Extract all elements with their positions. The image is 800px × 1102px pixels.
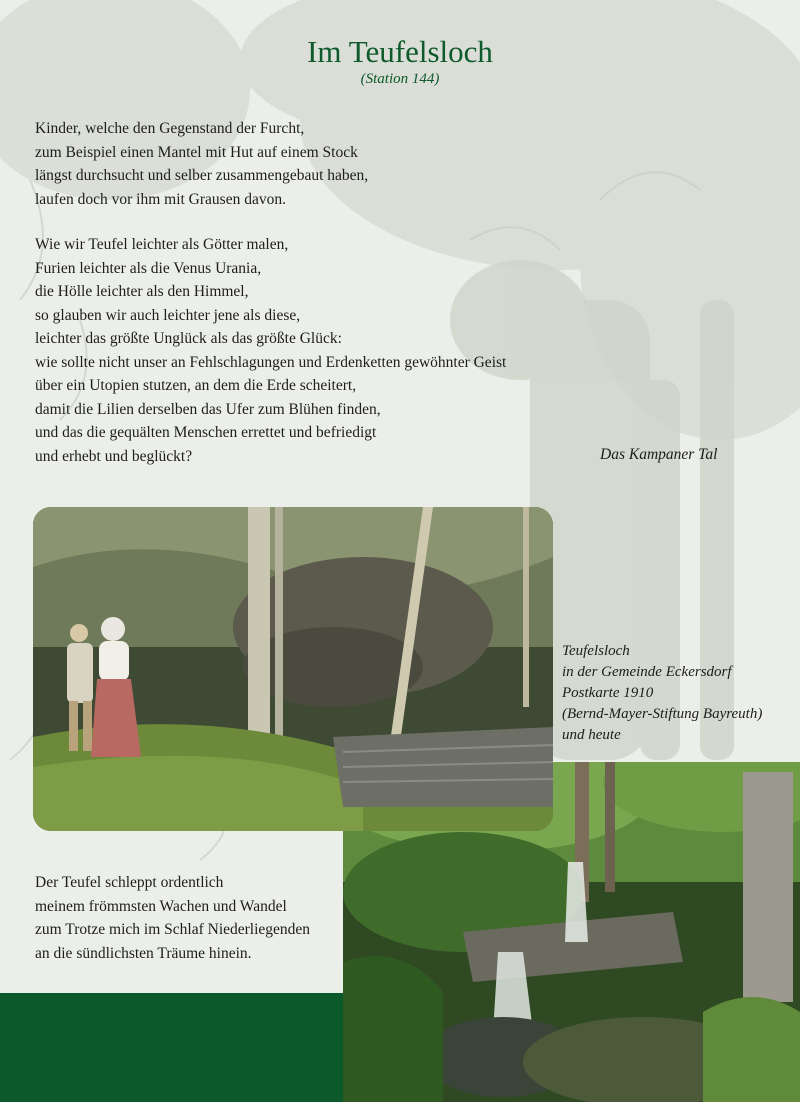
poem-line: so glauben wir auch leichter jene als diese, — [35, 306, 301, 324]
poem-line: zum Beispiel einen Mantel mit Hut auf einem Stock — [35, 143, 358, 161]
photo-caption — [562, 641, 762, 746]
poem-line: laufen doch vor ihm mit Grausen davon. — [35, 190, 286, 208]
page-title: Im Teufelsloch — [307, 34, 493, 69]
poem-stanza-3 — [35, 871, 310, 965]
poem-line: Der Teufel schleppt ordentlich — [35, 874, 224, 891]
caption-line: in der Gemeinde Eckersdorf — [562, 664, 732, 680]
caption-line: und heute — [562, 727, 621, 743]
poem-source: Das Kampaner Tal — [600, 446, 718, 463]
poem-line: an die sündlichsten Träume hinein. — [35, 944, 252, 962]
poem-line: die Hölle leichter als den Himmel, — [35, 283, 249, 300]
green-footer-bar — [0, 993, 343, 1102]
poem-stanza-1 — [35, 117, 368, 211]
postcard-photo-1910 — [33, 507, 553, 831]
poem-line: und das die gequälten Menschen errettet und befriedigt — [35, 424, 377, 441]
poem-line: damit die Lilien derselben das Ufer zum Blühen finden, — [35, 400, 381, 418]
poem-line: Kinder, welche den Gegenstand der Furcht, — [35, 120, 305, 137]
page-subtitle: (Station 144) — [360, 71, 440, 87]
poem-line: leichter das größte Unglück als das größte Glück: — [35, 330, 342, 347]
poem-line: längst durchsucht und selber zusammengebaut haben, — [35, 167, 369, 184]
poem-line: meinem frömmsten Wachen und Wandel — [35, 897, 287, 915]
poem-line: Wie wir Teufel leichter als Götter malen, — [35, 236, 289, 253]
poem-stanza-2 — [35, 233, 506, 468]
caption-line: (Bernd-Mayer-Stiftung Bayreuth) — [562, 706, 763, 722]
poem-line: zum Trotze mich im Schlaf Niederliegenden — [35, 921, 311, 938]
poem-line: über ein Utopien stutzen, an dem die Erde scheitert, — [35, 377, 357, 394]
caption-line: Teufelsloch — [562, 643, 630, 659]
poem-line: Furien leichter als die Venus Urania, — [35, 259, 262, 277]
poem-line: und erhebt und beglückt? — [35, 447, 193, 465]
poem-line: wie sollte nicht unser an Fehlschlagungen und Erdenketten gewöhnter Geist — [35, 353, 507, 371]
caption-line: Postkarte 1910 — [562, 685, 654, 701]
